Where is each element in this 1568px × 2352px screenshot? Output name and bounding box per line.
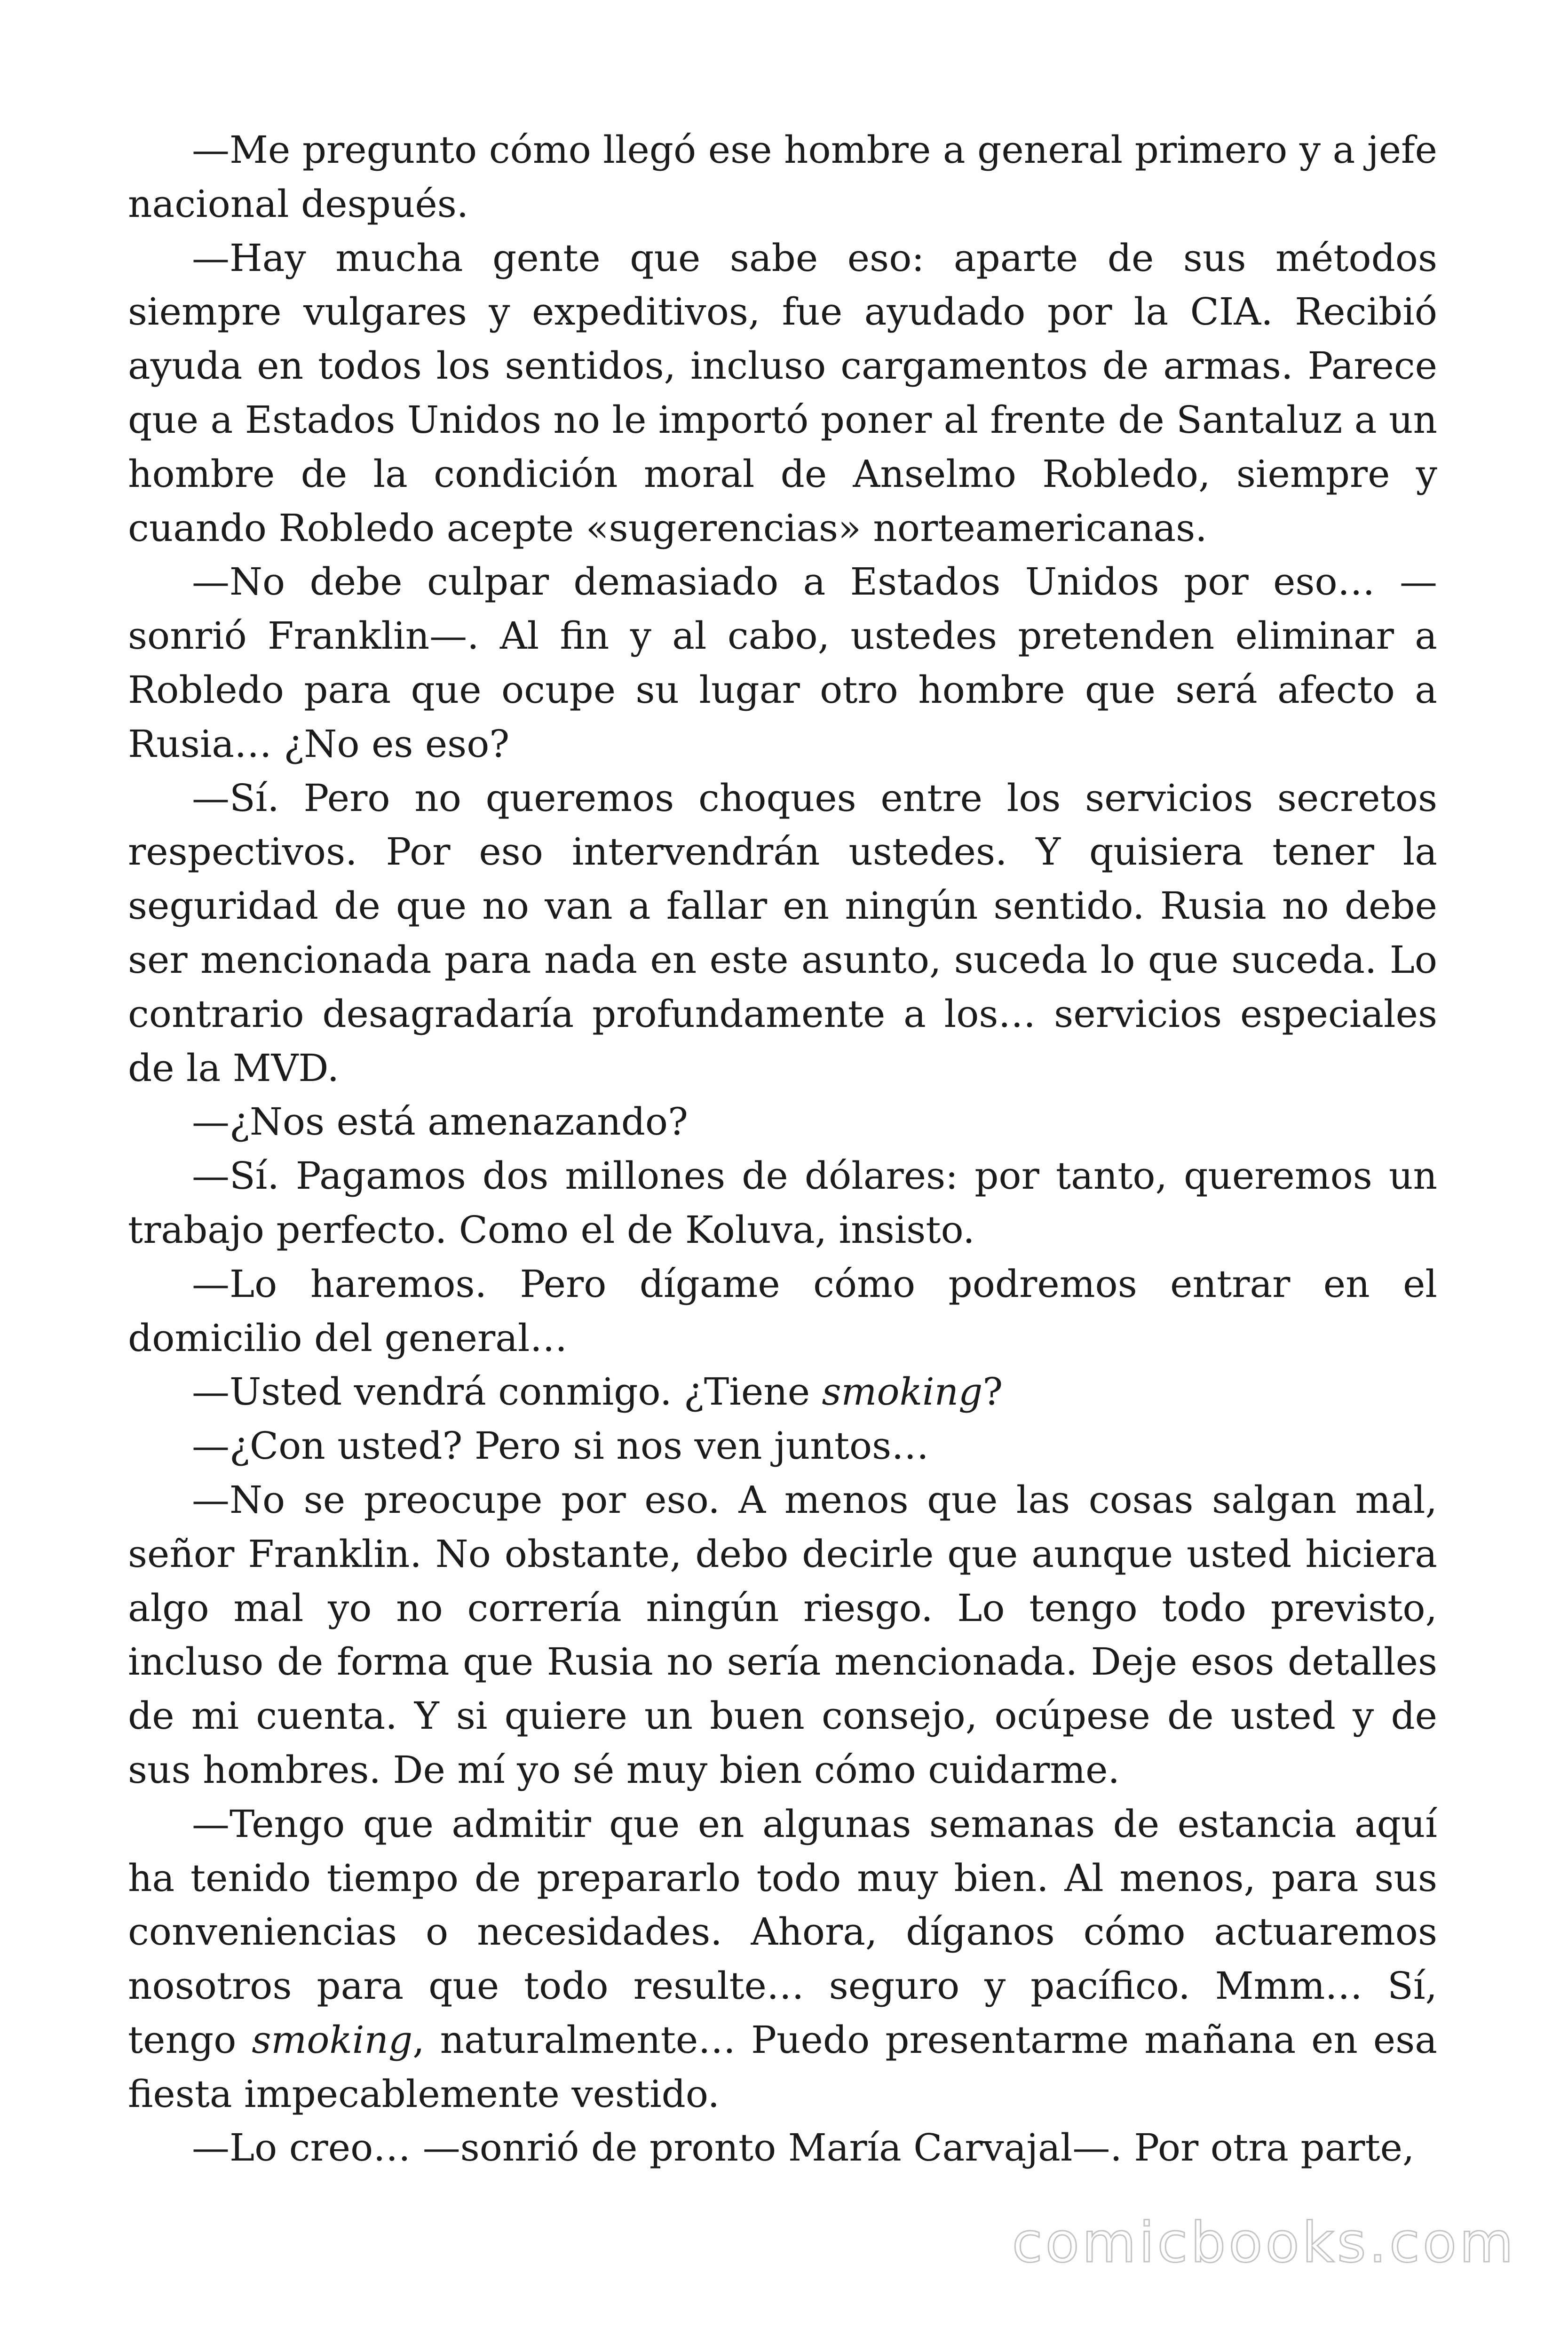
paragraph: —Lo haremos. Pero dígame cómo podremos entrar en el domicilio del general…: [128, 1262, 1437, 1360]
paragraph: —Me pregunto cómo llegó ese hombre a general primero y a jefe nacional después.: [128, 128, 1437, 226]
paragraph: [128, 1797, 1437, 2122]
paragraph: —Sí. Pero no queremos choques entre los servicios secretos respectivos. Por eso intervendrán ustedes. Y quisiera tener la seguridad de que no van a fallar en ningún sentido. Rusia no debe ser mencionada para nada en este asunto, suceda lo que suceda. Lo contrario desagradaría profundamente a los… servicios especiales de la MVD.: [128, 776, 1437, 1090]
paragraph-text: —Usted vendrá conmigo. ¿Tiene: [192, 1370, 822, 1414]
paragraph-text: ?: [982, 1370, 1003, 1414]
paragraph-text: —Tengo que admitir que en algunas semanas de estancia aquí ha tenido tiempo de prepararlo todo muy bien. Al menos, para sus conveniencias o necesidades. Ahora, díganos cómo actuaremos nosotros para que todo resulte… seguro y pacífico. Mmm… Sí, tengo: [128, 1802, 1437, 2062]
italic-word: smoking: [822, 1370, 983, 1414]
paragraph-text: , naturalmente… Puedo presentarme mañana en esa fiesta impecablemente vestido.: [128, 2018, 1437, 2116]
paragraph: —No se preocupe por eso. A menos que las cosas salgan mal, señor Franklin. No obstante, debo decirle que aunque usted hiciera algo mal yo no correría ningún riesgo. Lo tengo todo previsto, incluso de forma que Rusia no sería mencionada. Deje esos detalles de mi cuenta. Y si quiere un buen consejo, ocúpese de usted y de sus hombres. De mí yo sé muy bien cómo cuidarme.: [128, 1478, 1437, 1792]
paragraph: —Sí. Pagamos dos millones de dólares: por tanto, queremos un trabajo perfecto. Como el de Koluva, insisto.: [128, 1154, 1437, 1252]
body-text: [128, 123, 1437, 2175]
paragraph: —Hay mucha gente que sabe eso: aparte de sus métodos siempre vulgares y expeditivos, fue ayudado por la CIA. Recibió ayuda en todos los sentidos, incluso cargamentos de armas. Parece que a Estados Unidos no le importó poner al frente de Santaluz a un hombre de la condición moral de Anselmo Robledo, siempre y cuando Robledo acepte «sugerencias» norteamericanas.: [128, 236, 1437, 550]
paragraph: —No debe culpar demasiado a Estados Unidos por eso… —sonrió Franklin—. Al fin y al cabo, ustedes pretenden eliminar a Robledo para que ocupe su lugar otro hombre que será afecto a Rusia… ¿No es eso?: [128, 560, 1437, 766]
paragraph: —¿Nos está amenazando?: [192, 1100, 688, 1144]
paragraph: —¿Con usted? Pero si nos ven juntos…: [192, 1424, 929, 1468]
paragraph: —Lo creo… —sonrió de pronto María Carvajal—. Por otra parte,: [192, 2126, 1415, 2170]
watermark: comicbooks.com: [1012, 2210, 1516, 2275]
paragraph: [128, 1365, 1437, 1419]
italic-word: smoking: [252, 2018, 413, 2062]
